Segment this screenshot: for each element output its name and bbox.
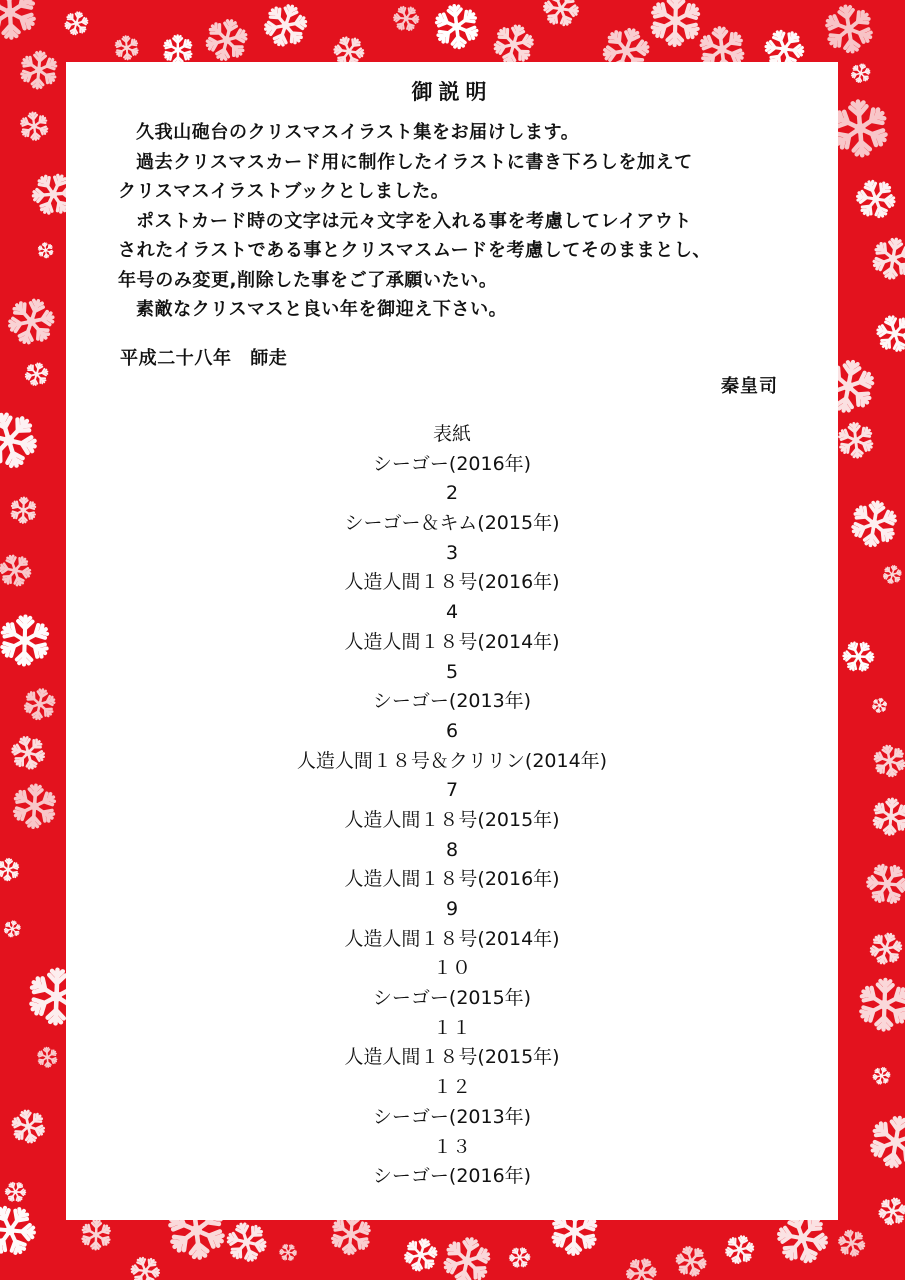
contents-page-label: １２ bbox=[432, 1076, 471, 1099]
contents-item: 人造人間１８号(2015年) bbox=[344, 808, 560, 831]
contents-item: 人造人間１８号(2014年) bbox=[344, 927, 560, 950]
contents-page-label: １３ bbox=[432, 1135, 471, 1158]
intro-line: 過去クリスマスカード用に制作したイラストに書き下ろしを加えて bbox=[136, 151, 693, 173]
contents-item: 人造人間１８号(2016年) bbox=[344, 571, 560, 594]
contents-page-label: 4 bbox=[445, 601, 459, 624]
contents-item: シーゴー(2015年) bbox=[372, 987, 532, 1010]
contents-item: 人造人間１８号(2014年) bbox=[344, 630, 560, 653]
contents-list bbox=[66, 420, 838, 1192]
contents-page-label: 3 bbox=[445, 541, 459, 564]
contents-item: シーゴー(2013年) bbox=[372, 1105, 532, 1128]
intro-line: されたイラストである事とクリスマスムードを考慮してそのままとし、 bbox=[118, 240, 712, 261]
contents-page-label: １０ bbox=[432, 957, 471, 980]
intro-line: ポストカード時の文字は元々文字を入れる事を考慮してレイアウト bbox=[136, 210, 693, 232]
contents-page-label: 5 bbox=[445, 660, 459, 683]
contents-item: 人造人間１８号(2016年) bbox=[344, 868, 560, 891]
document-title: 御説明 bbox=[411, 80, 493, 104]
document-author: 秦皇司 bbox=[721, 376, 778, 397]
contents-item: シーゴー＆キム(2015年) bbox=[344, 512, 560, 535]
contents-item: シーゴー(2013年) bbox=[372, 690, 532, 713]
contents-item: シーゴー(2016年) bbox=[372, 452, 532, 475]
contents-page-label: 8 bbox=[445, 838, 459, 861]
intro-line: クリスマスイラストブックとしました。 bbox=[118, 181, 450, 202]
contents-item: 人造人間１８号＆クリリン(2014年) bbox=[296, 749, 608, 772]
contents-page-label: 表紙 bbox=[432, 423, 471, 445]
contents-page-label: 9 bbox=[445, 898, 459, 920]
intro-line: 久我山砲台のクリスマスイラスト集をお届けします。 bbox=[136, 122, 580, 143]
document-panel bbox=[66, 62, 838, 1220]
contents-page-label: 6 bbox=[445, 719, 459, 742]
intro-line: 素敵なクリスマスと良い年を御迎え下さい。 bbox=[136, 299, 508, 320]
contents-item: シーゴー(2016年) bbox=[372, 1165, 532, 1188]
contents-page-label: 2 bbox=[445, 482, 459, 505]
contents-page-label: 7 bbox=[445, 779, 459, 802]
document-date: 平成二十八年 師走 bbox=[120, 348, 288, 369]
intro-text bbox=[118, 118, 798, 325]
intro-line: 年号のみ変更,削除した事をご了承願いたい。 bbox=[118, 269, 498, 291]
contents-item: 人造人間１８号(2015年) bbox=[344, 1046, 560, 1069]
contents-page-label: １１ bbox=[432, 1016, 471, 1039]
